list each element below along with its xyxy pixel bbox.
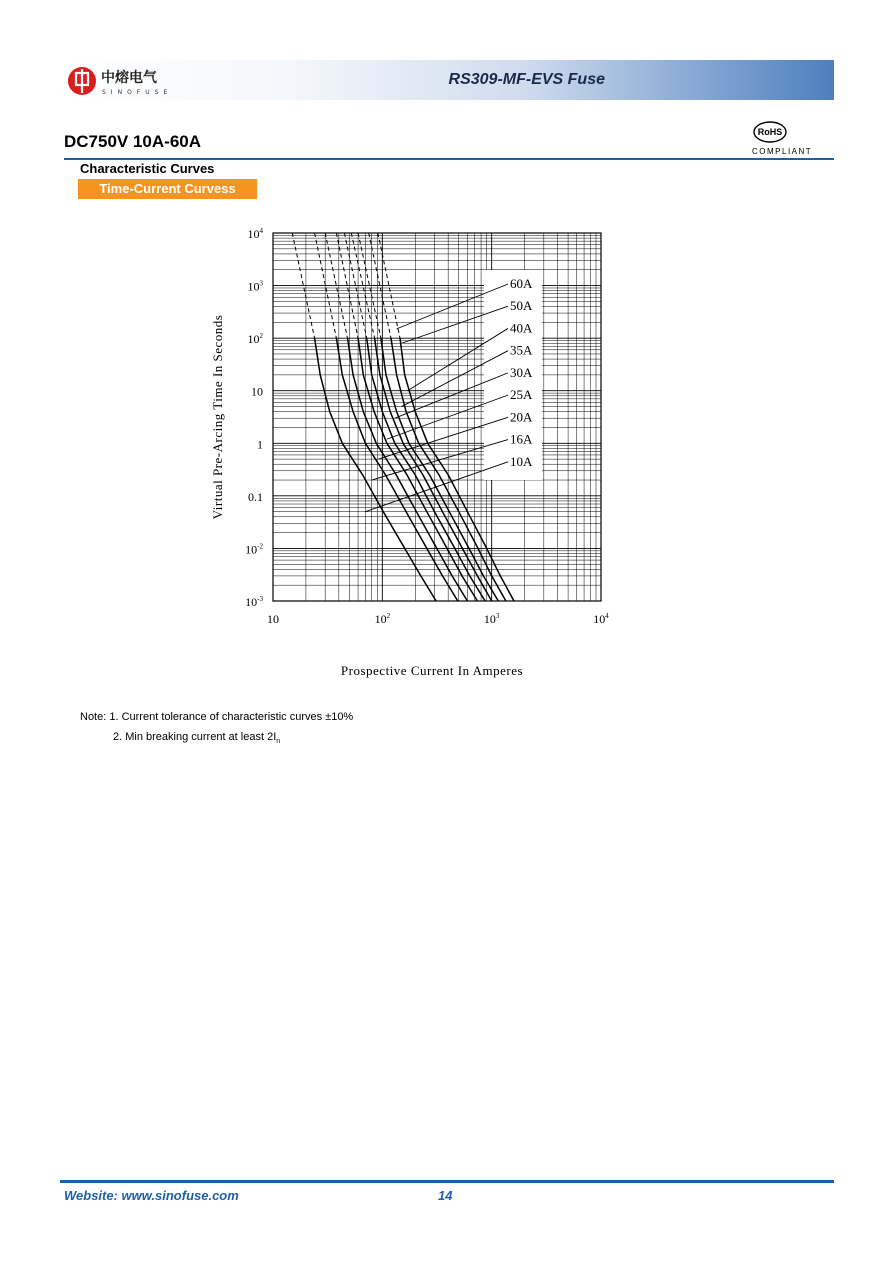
series-line-40A <box>381 338 498 601</box>
x-tick-label: $10^3$ <box>483 612 500 626</box>
note-1: Note: 1. Current tolerance of characteristic curves ±10% <box>80 711 354 723</box>
legend-label-50A: 50A <box>510 298 533 314</box>
y-tick-label: $10^2$ <box>247 332 263 347</box>
company-logo <box>66 64 186 98</box>
x-tick-label: 10 <box>267 612 279 626</box>
document-title: RS309-MF-EVS Fuse <box>448 71 605 88</box>
x-axis-label: Prospective Current In Amperes <box>340 663 524 678</box>
legend-label-20A: 20A <box>510 409 533 425</box>
x-tick-label: $10^2$ <box>374 612 391 626</box>
y-tick-label: $10^{-3}$ <box>245 595 263 609</box>
logo-subtext: SINOFUSE <box>102 89 173 96</box>
section-rule <box>64 158 834 160</box>
note-2-text: 2. Min breaking current at least 2I <box>113 731 277 743</box>
time-current-chart <box>200 215 630 685</box>
legend-label-60A: 60A <box>510 276 533 291</box>
legend-label-25A: 25A <box>510 387 533 403</box>
section-title: DC750V 10A-60A <box>64 132 202 151</box>
rohs-caption: COMPLIANT <box>752 147 813 156</box>
rohs-mark: RoHS <box>757 127 783 137</box>
legend-label-30A: 30A <box>510 364 533 380</box>
note-2 <box>80 727 353 752</box>
y-tick-label: 0.1 <box>248 489 263 504</box>
series-line-25A <box>358 338 477 601</box>
y-tick-label: 1 <box>257 437 263 452</box>
legend-label-10A: 10A <box>510 453 533 469</box>
subsection-title: Characteristic Curves <box>80 161 215 176</box>
y-axis-label: Virtual Pre-Arcing Time In Seconds <box>210 314 225 520</box>
chart-chip: Time-Current Curvess <box>78 179 257 199</box>
legend-label-35A: 35A <box>510 342 533 358</box>
y-tick-label: $10^4$ <box>247 227 263 241</box>
logo-text: 中熔电气 <box>101 70 157 86</box>
y-tick-label: 10 <box>251 384 263 399</box>
legend-label-16A: 16A <box>510 431 533 447</box>
footer-rule <box>60 1180 834 1183</box>
note-2-sub: n <box>276 738 281 746</box>
y-tick-label: $10^3$ <box>247 279 263 294</box>
legend-label-40A: 40A <box>510 320 533 336</box>
series-line-10A <box>315 338 437 601</box>
footer-page-number: 14 <box>438 1188 453 1203</box>
x-tick-label: $10^4$ <box>593 612 609 626</box>
notes <box>80 707 353 752</box>
y-tick-label: $10^{-2}$ <box>245 542 263 557</box>
footer-website[interactable]: Website: www.sinofuse.com <box>64 1188 239 1203</box>
